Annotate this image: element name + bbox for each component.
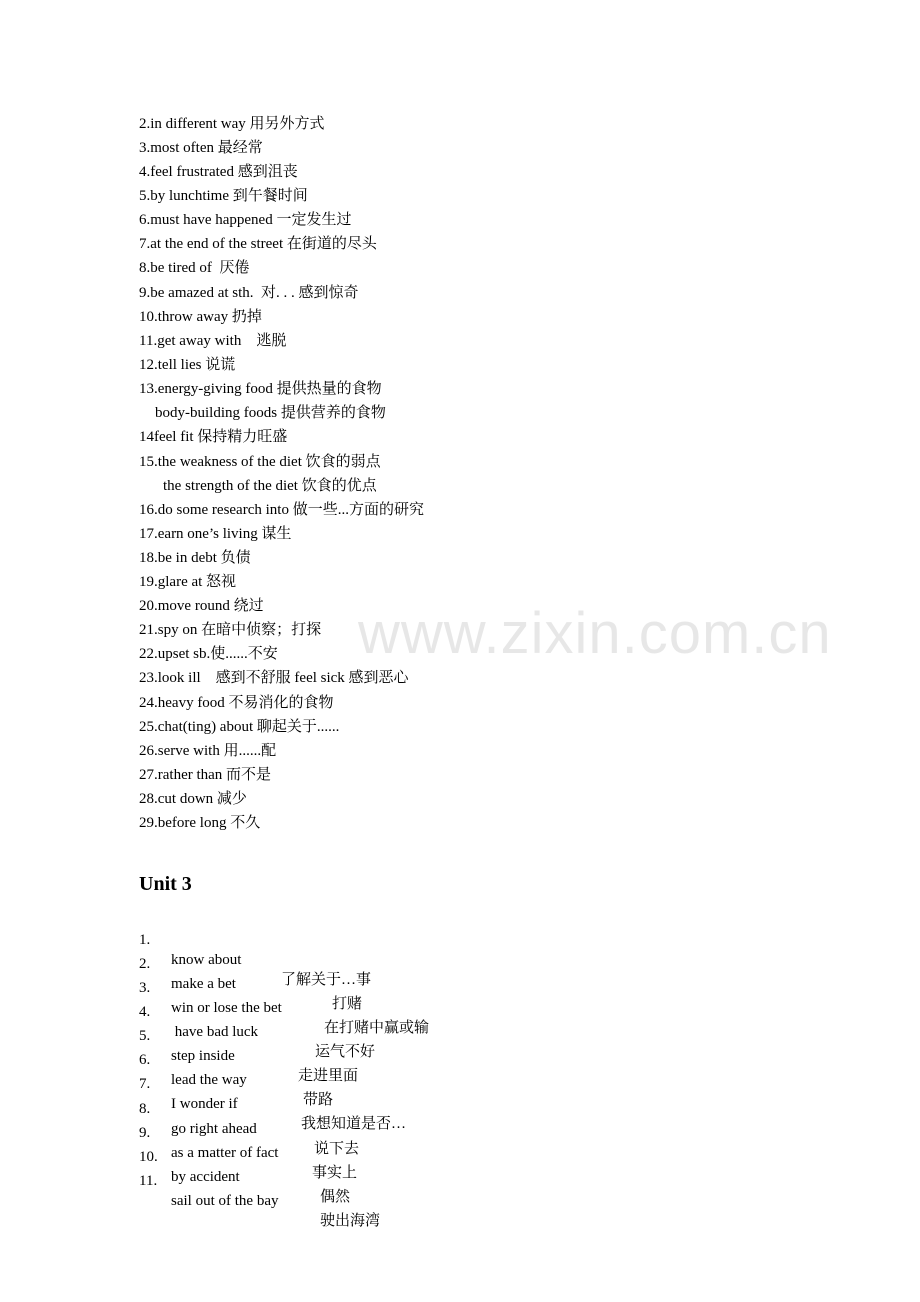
phrase-line: 28.cut down 减少 (139, 791, 247, 807)
phrase-line: 23.look ill 感到不舒服 feel sick 感到恶心 (139, 670, 409, 686)
item-english: go right ahead (171, 1121, 257, 1137)
item-english: make a bet (171, 976, 236, 992)
phrase-line: 15.the weakness of the diet 饮食的弱点 (139, 454, 381, 470)
item-english: lead the way (171, 1072, 247, 1088)
item-number: 6. (139, 1052, 151, 1068)
item-english: have bad luck (171, 1024, 259, 1040)
item-number: 1. (139, 932, 151, 948)
phrase-line: body-building foods 提供营养的食物 (155, 405, 386, 421)
item-english: as a matter of fact (171, 1145, 279, 1161)
phrase-line: 7.at the end of the street 在街道的尽头 (139, 236, 377, 252)
phrase-line: 9.be amazed at sth. 对. . . 感到惊奇 (139, 285, 359, 301)
phrase-line: 5.by lunchtime 到午餐时间 (139, 188, 308, 204)
item-english: step inside (171, 1048, 235, 1064)
item-number: 8. (139, 1101, 151, 1117)
phrase-line: 19.glare at 怒视 (139, 574, 237, 590)
item-chinese: 说下去 (314, 1141, 360, 1157)
phrase-line: 14feel fit 保持精力旺盛 (139, 429, 288, 445)
item-chinese: 带路 (303, 1092, 334, 1108)
phrase-line: 4.feel frustrated 感到沮丧 (139, 164, 298, 180)
phrase-line: 24.heavy food 不易消化的食物 (139, 695, 334, 711)
item-chinese: 偶然 (320, 1189, 351, 1205)
phrase-line: 26.serve with 用......配 (139, 743, 277, 759)
item-number: 5. (139, 1028, 151, 1044)
item-number: 10. (139, 1149, 158, 1165)
item-chinese: 运气不好 (315, 1044, 376, 1060)
item-number: 9. (139, 1125, 151, 1141)
item-chinese: 我想知道是否… (301, 1116, 407, 1132)
item-chinese: 在打赌中赢或输 (324, 1020, 430, 1036)
phrase-line: 27.rather than 而不是 (139, 767, 272, 783)
phrase-line: 18.be in debt 负债 (139, 550, 251, 566)
item-chinese: 打赌 (332, 996, 363, 1012)
item-english: know about (171, 952, 242, 968)
phrase-line: 29.before long 不久 (139, 815, 261, 831)
item-chinese: 事实上 (312, 1165, 358, 1181)
item-chinese: 了解关于…事 (281, 972, 372, 988)
phrase-line: 8.be tired of 厌倦 (139, 260, 250, 276)
phrase-line: 12.tell lies 说谎 (139, 357, 236, 373)
item-english: I wonder if (171, 1096, 238, 1112)
phrase-line: 22.upset sb.使......不安 (139, 646, 278, 662)
item-number: 4. (139, 1004, 151, 1020)
phrase-line: 20.move round 绕过 (139, 598, 264, 614)
watermark: www.zixin.com.cn (358, 601, 832, 666)
item-number: 2. (139, 956, 151, 972)
phrase-line: 2.in different way 用另外方式 (139, 116, 325, 132)
phrase-line: 3.most often 最经常 (139, 140, 263, 156)
phrase-line: 11.get away with 逃脱 (139, 333, 287, 349)
phrase-line: 21.spy on 在暗中侦察；打探 (139, 622, 322, 638)
phrase-line: 25.chat(ting) about 聊起关于...... (139, 719, 340, 735)
phrase-line: 10.throw away 扔掉 (139, 309, 262, 325)
unit-heading: Unit 3 (139, 873, 192, 895)
phrase-line: the strength of the diet 饮食的优点 (163, 478, 377, 494)
phrase-line: 17.earn one’s living 谋生 (139, 526, 292, 542)
item-english: by accident (171, 1169, 240, 1185)
phrase-line: 6.must have happened 一定发生过 (139, 212, 352, 228)
item-number: 3. (139, 980, 151, 996)
item-english: win or lose the bet (171, 1000, 282, 1016)
phrase-line: 13.energy-giving food 提供热量的食物 (139, 381, 382, 397)
item-english: sail out of the bay (171, 1193, 279, 1209)
phrase-line: 16.do some research into 做一些...方面的研究 (139, 502, 424, 518)
item-number: 7. (139, 1076, 151, 1092)
item-number: 11. (139, 1173, 158, 1189)
item-chinese: 走进里面 (298, 1068, 359, 1084)
item-chinese: 驶出海湾 (320, 1213, 381, 1229)
